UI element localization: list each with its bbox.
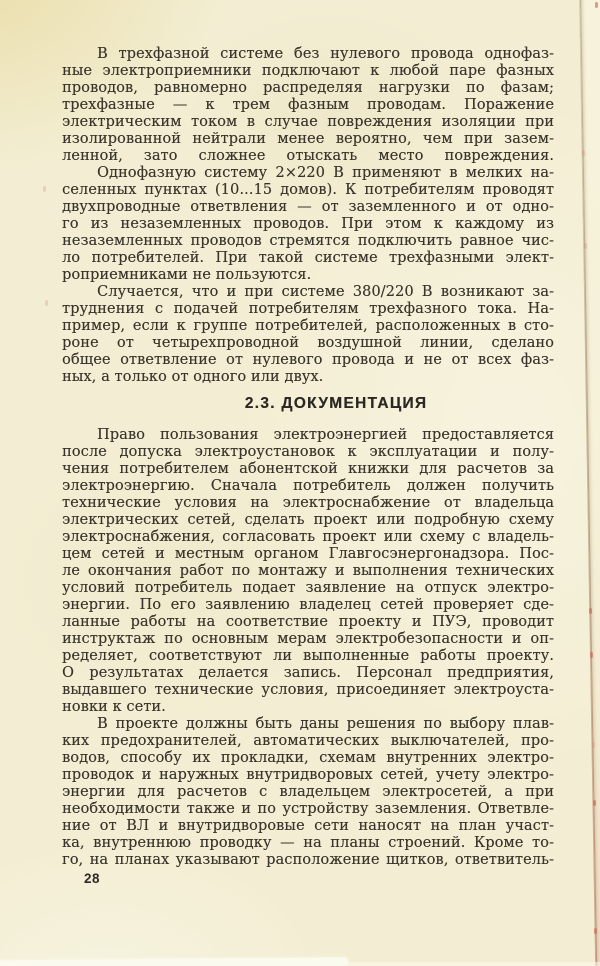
text-line: роне от четырехпроводной воздушной линии, сделано — [62, 335, 554, 351]
page-number: 28 — [84, 871, 101, 886]
text-line: проводов, равномерно распределяя нагрузки по фазам; — [62, 80, 554, 96]
text-line: энергии для расчетов с владельцем электросетей, а при — [62, 784, 554, 800]
text-line: электрических сетей, сделать проект или подробную схему — [62, 512, 554, 528]
text-line: ные электроприемники подключают к любой паре фазных — [62, 63, 554, 79]
text-line: ределяет, соответствуют ли выполненные работы проекту. — [62, 648, 554, 664]
text-line: роприемниками не пользуются. — [62, 267, 312, 283]
red-speckle — [594, 928, 597, 934]
text-line: О результатах делается запись. Персонал предприятия, — [62, 665, 554, 681]
section-before-heading — [62, 46, 554, 386]
text-line: пример, если к группе потребителей, расположенных в сто- — [62, 318, 554, 334]
text-block — [62, 46, 554, 869]
red-speckle — [592, 742, 595, 748]
red-speckle — [43, 186, 46, 192]
text-line: ка, внутреннюю проводку — на планы строений. Кроме то- — [62, 835, 554, 851]
text-line: условий потребитель подает заявление на отпуск электро- — [62, 580, 554, 596]
text-line: водов, способу их прокладки, схемам внутренних электро- — [62, 750, 554, 766]
text-line: селенных пунктах (10...15 домов). К потребителям проводят — [62, 182, 554, 198]
text-line: трехфазные — к трем фазным проводам. Поражение — [62, 97, 554, 113]
text-line: В трехфазной системе без нулевого провода однофаз- — [97, 46, 554, 62]
red-speckle — [582, 150, 585, 156]
text-line: инструктаж по основным мерам электробезопасности и оп- — [62, 631, 554, 647]
red-speckle — [589, 608, 592, 614]
text-line: изолированной нейтрали менее вероятно, чем при зазем- — [62, 131, 554, 147]
text-line: ле окончания работ по монтажу и выполнения технических — [62, 563, 554, 579]
text-line: чения потребителем абонентской книжки для расчетов за — [62, 461, 554, 477]
section-heading: 2.3. ДОКУМЕНТАЦИЯ — [244, 395, 428, 412]
text-line: труднения с подачей потребителям трехфазного тока. На- — [62, 301, 554, 317]
section-after-heading — [62, 427, 554, 869]
text-line: общее ответвление от нулевого провода и не от всех фаз- — [62, 352, 554, 368]
text-line: Случается, что и при системе 380/220 В возникают за- — [97, 284, 554, 300]
text-line: го из незаземленных проводов. При этом к каждому из — [62, 216, 554, 232]
text-line: необходимости также и по устройству заземления. Ответвле- — [62, 801, 554, 817]
text-line: цем сетей и местным органом Главгосэнергонадзора. Пос- — [62, 546, 554, 562]
text-line: ло потребителей. При такой системе трехфазными элект- — [62, 250, 554, 266]
red-speckle — [45, 300, 48, 306]
text-line: ных, а только от одного или двух. — [62, 369, 324, 385]
text-line: после допуска электроустановок к эксплуатации и полу- — [62, 444, 554, 460]
text-line: В проекте должны быть даны решения по выбору плав- — [97, 716, 554, 732]
text-line: Право пользования электроэнергией предоставляется — [97, 427, 554, 443]
red-speckle — [593, 800, 596, 806]
text-line: ние от ВЛ и внутридворовые сети наносят на план участ- — [62, 818, 554, 834]
red-speckle — [590, 652, 593, 658]
text-line: энергии. По его заявлению владелец сетей проверяет сде- — [62, 597, 554, 613]
text-line: электрическим током в случае повреждения изоляции при — [62, 114, 554, 130]
text-line: ленной, зато сложнее отыскать место повреждения. — [62, 148, 554, 164]
text-line: Однофазную систему 2×220 В применяют в мелких на- — [97, 165, 554, 181]
text-line: электроснабжения, согласовать проект или схему с владель- — [62, 529, 554, 545]
text-line: двухпроводные ответвления — от заземленного и от одно- — [62, 199, 554, 215]
text-line: новки к сети. — [62, 699, 166, 715]
red-speckle — [595, 2, 598, 8]
text-line: технические условия на электроснабжение от владельца — [62, 495, 554, 511]
text-line: ланные работы на соответствие проекту и ПУЭ, проводит — [62, 614, 554, 630]
text-line: выдавшего технические условия, присоединяет электроуста- — [62, 682, 554, 698]
text-line: го, на планах указывают расположение щитков, ответвитель- — [62, 852, 554, 868]
text-line: проводок и наружных внутридворовых сетей, учету электро- — [62, 767, 554, 783]
scan-bottom-edge — [0, 957, 348, 966]
red-speckle — [584, 243, 587, 249]
text-line: электроэнергию. Сначала потребитель должен получить — [62, 478, 554, 494]
text-line: незаземленных проводов стремятся подключить равное чис- — [62, 233, 554, 249]
text-line: ких предохранителей, автоматических выключателей, про- — [62, 733, 554, 749]
